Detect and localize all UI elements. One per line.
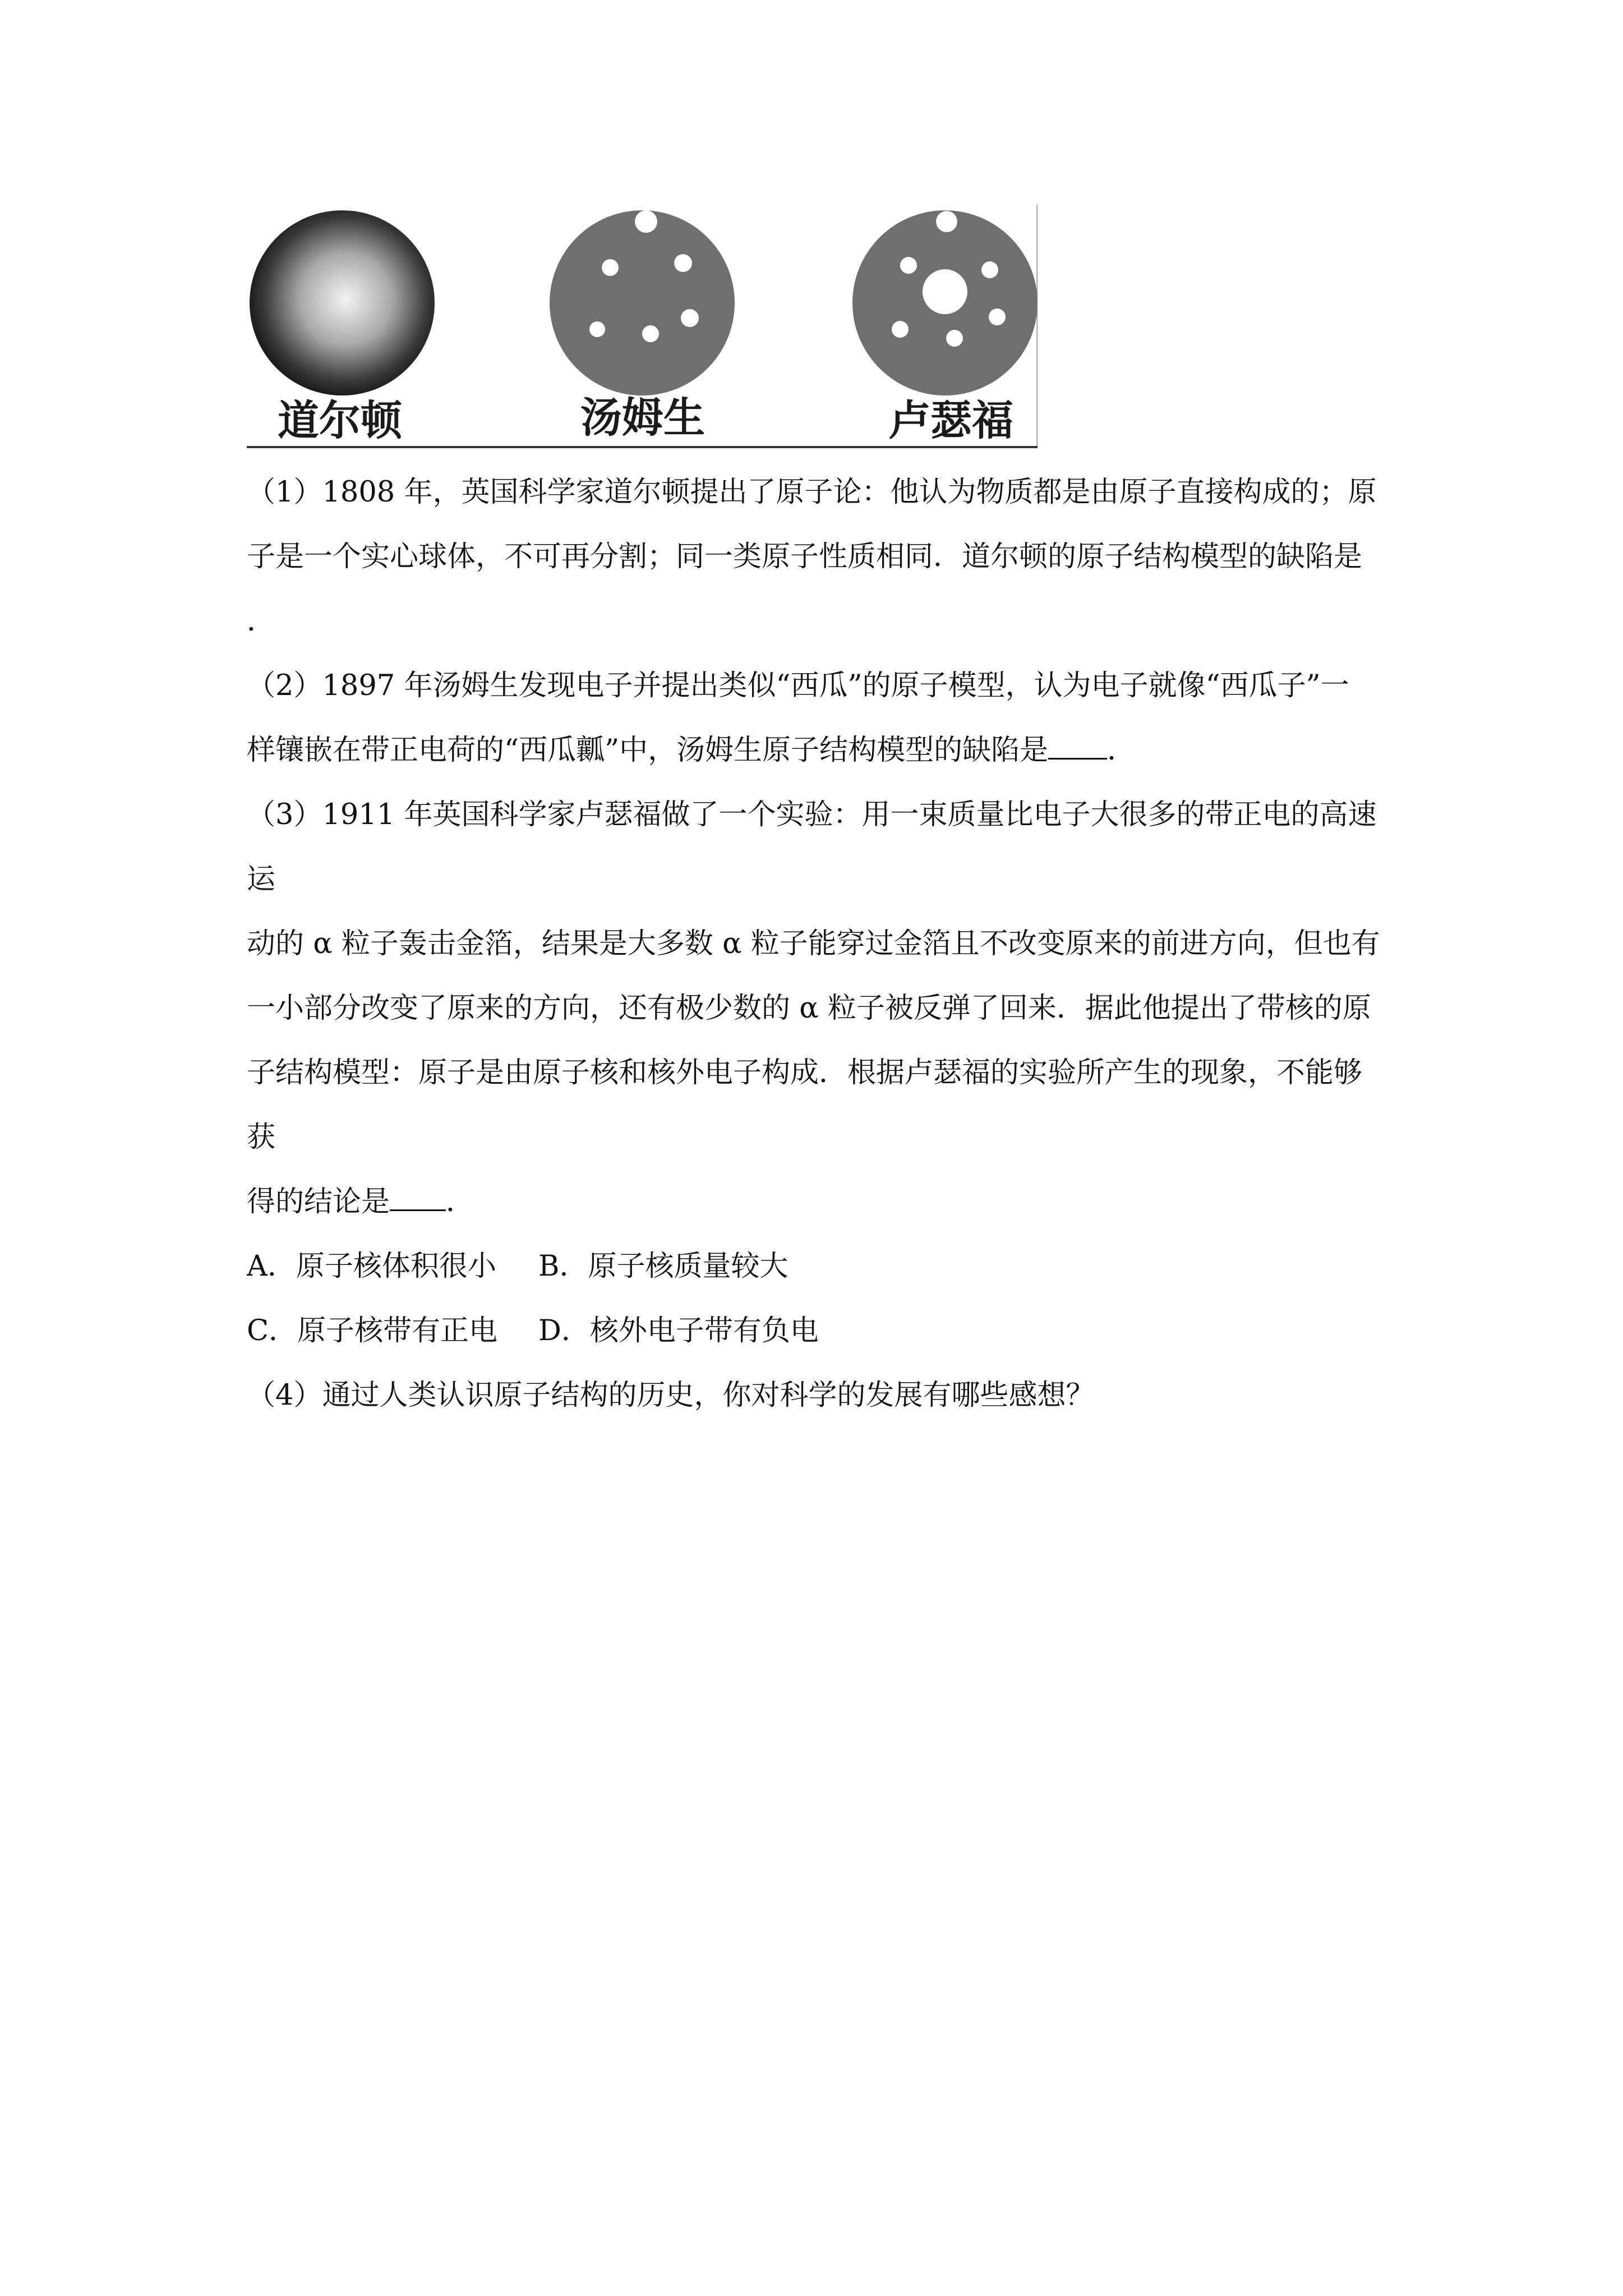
q3-line-5 <box>247 1170 1388 1234</box>
q3-options-row-1 <box>247 1234 1388 1299</box>
solid-sphere-icon <box>250 210 435 395</box>
thomson-label: 汤姆生 <box>580 394 705 442</box>
option-d[interactable]: D．核外电子带有负电 <box>538 1314 819 1347</box>
question-text <box>247 460 1388 1428</box>
q2-line-2-end: ． <box>1107 734 1136 767</box>
q2-line-2-text: 样镶嵌在带正电荷的“西瓜瓤”中，汤姆生原子结构模型的缺陷是 <box>247 734 1049 767</box>
q2-line-1: （2）1897 年汤姆生发现电子并提出类似“西瓜”的原子模型，认为电子就像“西瓜子”一 <box>247 669 1349 702</box>
q1-line-2: 子是一个实心球体，不可再分割；同一类原子性质相同．道尔顿的原子结构模型的缺陷是 <box>247 540 1363 573</box>
q3-line-3: 一小部分改变了原来的方向，还有极少数的 α 粒子被反弹了回来．据此他提出了带核的原 <box>247 992 1371 1025</box>
q2-answer-blank[interactable] <box>1048 757 1107 760</box>
dalton-label: 道尔顿 <box>278 397 402 445</box>
q1-line-1: （1）1808 年，英国科学家道尔顿提出了原子论：他认为物质都是由原子直接构成的；原 <box>247 476 1377 509</box>
nuclear-atom-icon <box>852 210 1038 395</box>
q3-line-1: （3）1911 年英国科学家卢瑟福做了一个实验：用一束质量比电子大很多的带正电的高速运 <box>247 798 1377 896</box>
atom-models-figure <box>247 205 1038 449</box>
rutherford-label: 卢瑟福 <box>889 397 1013 445</box>
option-b[interactable]: B．原子核质量较大 <box>538 1250 789 1283</box>
q3-line-2: 动的 α 粒子轰击金箔，结果是大多数 α 粒子能穿过金箔且不改变原来的前进方向，但也有 <box>247 927 1380 960</box>
q3-answer-blank[interactable] <box>390 1209 446 1211</box>
q4-line-1: （4）通过人类认识原子结构的历史，你对科学的发展有哪些感想？ <box>247 1379 1095 1412</box>
option-a[interactable]: A．原子核体积很小 <box>247 1250 496 1283</box>
q2-line-2 <box>247 718 1388 783</box>
option-c[interactable]: C．原子核带有正电 <box>247 1314 498 1347</box>
plum-pudding-icon <box>550 210 735 395</box>
q3-line-4: 子结构模型：原子是由原子核和核外电子构成．根据卢瑟福的实验所产生的现象，不能够获 <box>247 1056 1363 1154</box>
q3-line-5-end: ． <box>446 1185 475 1218</box>
q3-options-row-2 <box>247 1299 1388 1363</box>
q3-line-5-text: 得的结论是 <box>247 1185 390 1218</box>
q1-line-3: ． <box>247 605 276 638</box>
